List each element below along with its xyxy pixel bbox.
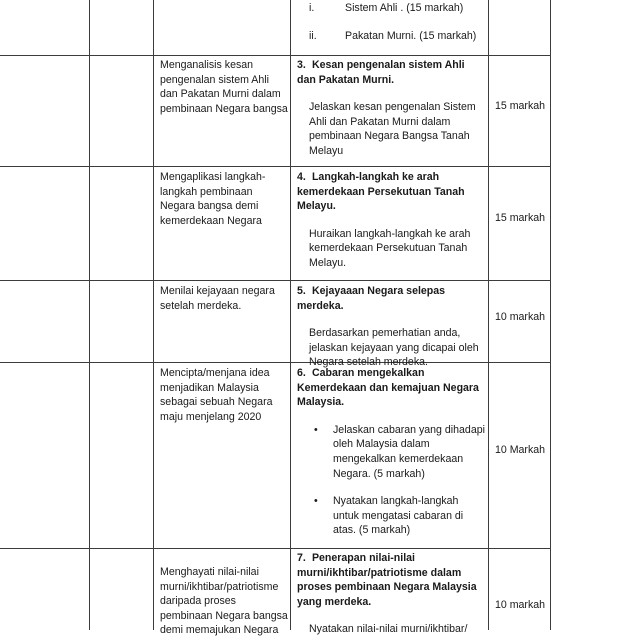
question-cell (297, 170, 486, 271)
question-instruction: Jelaskan kesan pengenalan Sistem Ahli dan Pakatan Murni dalam pembinaan Negara Bangsa Tanah Melayu (309, 101, 476, 157)
question-number: 4. (297, 171, 306, 183)
row-divider-3 (89, 280, 551, 281)
question-number: 3. (297, 59, 306, 71)
outer-rule-1 (0, 55, 89, 56)
question-cell (297, 551, 486, 637)
table-divider-3 (488, 0, 489, 630)
sub-item-numeral: ii. (309, 29, 317, 42)
top-fragment (297, 1, 486, 43)
outer-rule-5 (0, 548, 89, 549)
question-cell (297, 284, 486, 370)
question-title (297, 551, 486, 609)
question-number: 7. (297, 552, 306, 564)
question-title-text: Cabaran mengekalkan Kemerdekaan dan kemajuan Negara Malaysia. (297, 367, 479, 409)
outer-rule-2 (0, 166, 89, 167)
skill-cell: Menganalisis kesan pengenalan sistem Ahli dan Pakatan Murni dalam pembinaan Negara bangsa (160, 59, 288, 115)
skill-cell: Menghayati nilai-nilai murni/ikhtibar/patriotisme daripada proses pembinaan Negara bangsa demi memajukan Negara (160, 566, 288, 637)
question-number: 5. (297, 285, 306, 297)
marks-cell: 15 markah (494, 212, 546, 224)
outer-rule-3 (0, 280, 89, 281)
question-title (297, 284, 486, 313)
bullet-item (311, 494, 486, 538)
table-divider-1 (153, 0, 154, 630)
row-divider-1 (89, 55, 551, 56)
sub-item (297, 1, 486, 16)
skill-cell: Mencipta/menjana idea menjadikan Malaysia sebagai sebuah Negara maju menjelang 2020 (160, 367, 273, 423)
question-cell (297, 58, 486, 159)
marks-cell: 10 markah (494, 311, 546, 323)
question-number: 6. (297, 367, 306, 379)
question-instruction: Nyatakan nilai-nilai murni/ikhtibar/ (309, 623, 468, 636)
sub-item (297, 29, 486, 44)
table-border-right (550, 0, 551, 630)
question-title (297, 58, 486, 87)
question-title (297, 170, 486, 214)
question-title (297, 366, 486, 410)
marks-cell: 10 markah (494, 599, 546, 611)
question-title-text: Penerapan nilai-nilai murni/ikhtibar/patriotisme dalam proses pembinaan Negara Malaysia yang merdeka. (297, 552, 477, 608)
question-title-text: Kesan pengenalan sistem Ahli dan Pakatan Murni. (297, 59, 465, 86)
outer-rule-4 (0, 362, 89, 363)
question-cell (297, 366, 486, 538)
bullet-icon: • (314, 423, 318, 436)
sub-item-text: Sistem Ahli . (15 markah) (345, 2, 464, 14)
table-divider-2 (290, 0, 291, 630)
marks-cell: 15 markah (494, 100, 546, 112)
sub-item-numeral: i. (309, 2, 315, 14)
row-divider-2 (89, 166, 551, 167)
question-title-text: Kejayaaan Negara selepas merdeka. (297, 285, 446, 312)
bullet-icon: • (314, 495, 318, 508)
skill-cell: Menilai kejayaan negara setelah merdeka. (160, 285, 275, 312)
question-title-text: Langkah-langkah ke arah kemerdekaan Persekutuan Tanah Melayu. (297, 171, 465, 213)
bullet-text: Jelaskan cabaran yang dihadapi oleh Malaysia dalam mengekalkan kemerdekaan Negara. (5 markah) (333, 423, 485, 480)
bullet-text: Nyatakan langkah-langkah untuk mengatasi cabaran di atas. (5 markah) (333, 495, 464, 537)
skill-cell: Mengaplikasi langkah-langkah pembinaan Negara bangsa demi kemerdekaan Negara (160, 171, 266, 227)
bullet-item (311, 423, 486, 481)
question-instruction: Huraikan langkah-langkah ke arah kemerdekaan Persekutuan Tanah Melayu. (309, 227, 471, 269)
question-instruction: Berdasarkan pemerhatian anda, jelaskan kejayaan yang dicapai oleh Negara setelah merdeka. (309, 327, 479, 369)
marks-cell: 10 Markah (494, 444, 546, 456)
sub-item-text: Pakatan Murni. (15 markah) (345, 29, 477, 42)
table-border-left (89, 0, 90, 630)
row-divider-5 (89, 548, 551, 549)
